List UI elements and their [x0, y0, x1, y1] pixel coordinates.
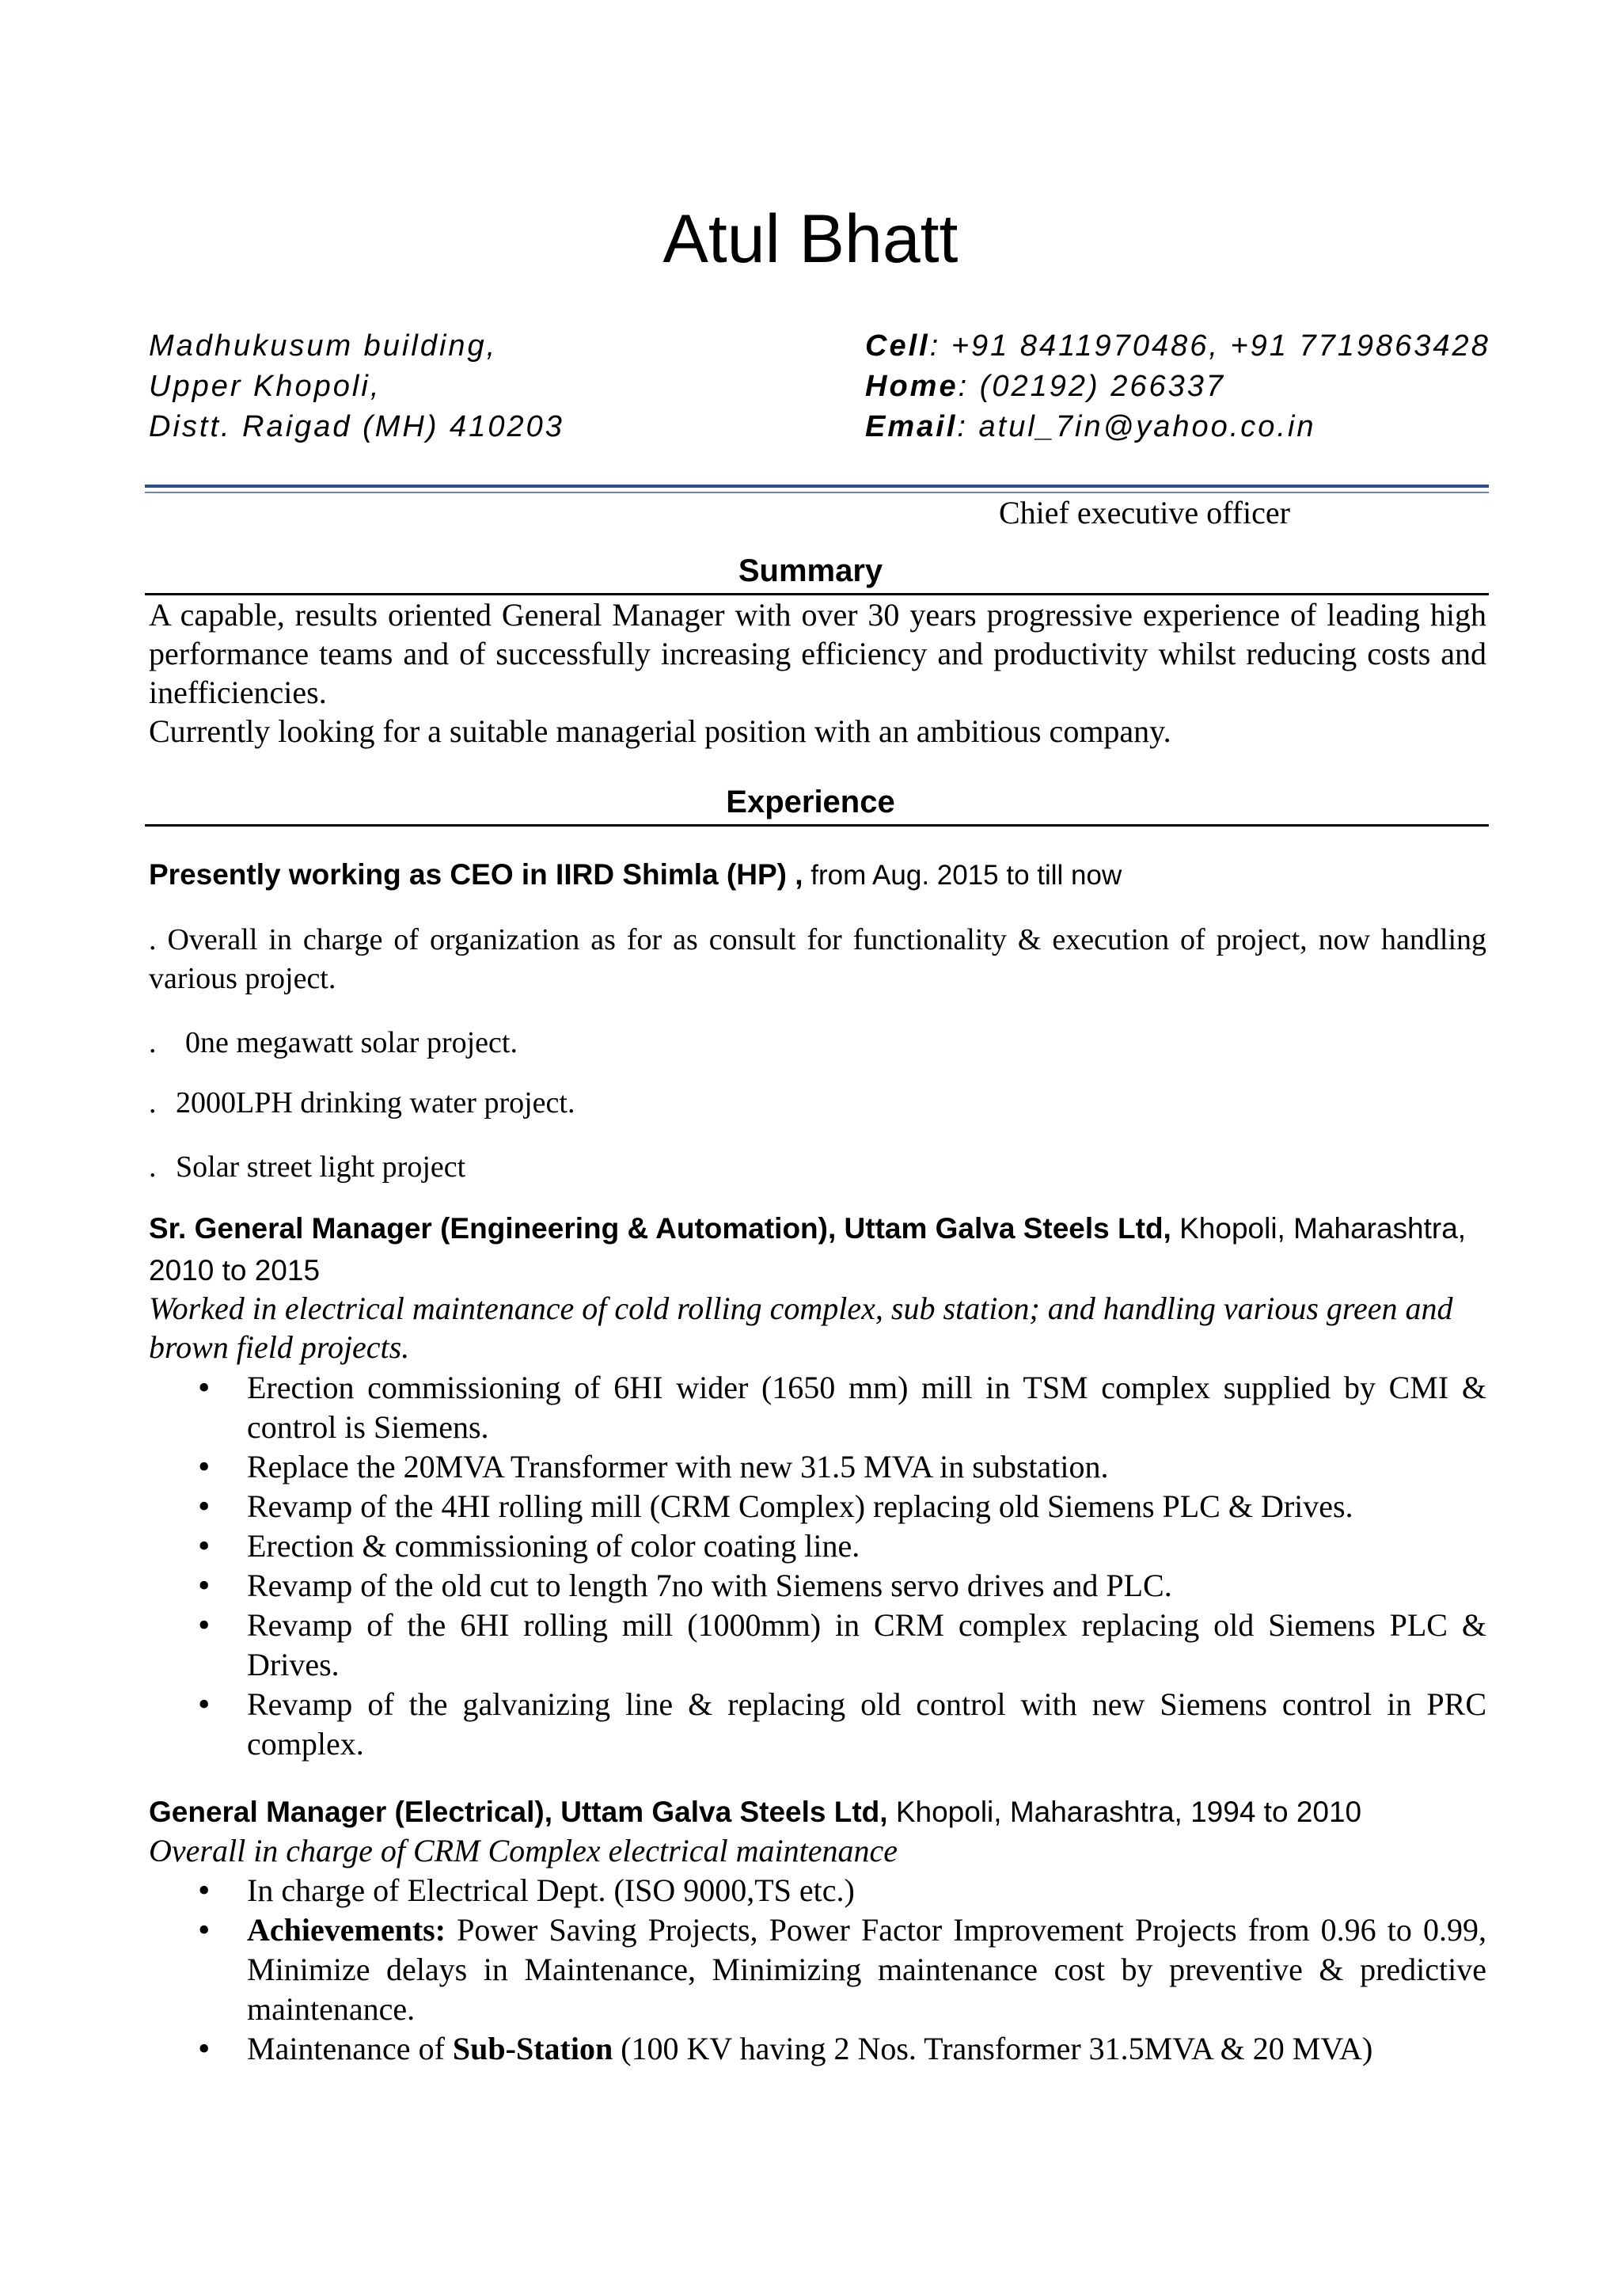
list-item: • Erection commissioning of 6HI wider (1650 mm) mill in TSM complex supplied by CMI & control is Siemens.	[149, 1368, 1486, 1447]
list-item: . 0ne megawatt solar project.	[149, 1026, 518, 1059]
job-description: . Overall in charge of organization as for as consult for functionality & execution of project, now handling various project.	[149, 923, 1486, 995]
list-item-text: (100 KV having 2 Nos. Transformer 31.5MVA & 20 MVA)	[613, 2031, 1373, 2066]
job-period: from Aug. 2015 to till now	[803, 860, 1122, 891]
contact-value: : +91 8411970486, +91 7719863428	[929, 329, 1490, 363]
summary-text: A capable, results oriented General Manager with over 30 years progressive experience of leading high performance teams and of successfully increasing efficiency and productivity whilst reducing costs and inefficiencies.	[149, 597, 1486, 710]
experience-title: Experience	[726, 785, 895, 819]
list-item: . 2000LPH drinking water project.	[149, 1086, 575, 1119]
experience-divider	[145, 824, 1489, 827]
list-item-text: Maintenance of	[247, 2031, 453, 2066]
job-description: Worked in electrical maintenance of cold rolling complex, sub station; and handling various green and brown field projects.	[149, 1291, 1453, 1365]
list-item: • Revamp of the 4HI rolling mill (CRM Complex) replacing old Siemens PLC & Drives.	[149, 1487, 1486, 1526]
job-heading-ceo	[149, 855, 1486, 895]
list-item: • Erection & commissioning of color coating line.	[149, 1526, 1486, 1566]
job-title: General Manager (Electrical), Uttam Galva Steels Ltd,	[149, 1796, 888, 1828]
job-bullets	[149, 1871, 1486, 2069]
summary-title: Summary	[738, 553, 883, 588]
contact-value: : atul_7in@yahoo.co.in	[957, 410, 1316, 443]
achievements-text: Power Saving Projects, Power Factor Improvement Projects from 0.96 to 0.99, Minimize delays in Maintenance, Minimizing maintenance cost by preventive & predictive maintenance.	[247, 1912, 1486, 2027]
list-item: • Replace the 20MVA Transformer with new 31.5 MVA in substation.	[149, 1447, 1486, 1487]
list-item	[149, 2029, 1486, 2069]
job-heading-gm-electrical	[149, 1792, 1486, 1832]
list-item-text: 0ne megawatt solar project.	[185, 1026, 518, 1059]
address-line: Madhukusum building,	[149, 329, 498, 363]
contact-block	[865, 326, 1490, 447]
job-title: Sr. General Manager (Engineering & Automation), Uttam Galva Steels Ltd,	[149, 1212, 1171, 1245]
job-bullets	[149, 1368, 1486, 1764]
contact-label: Home	[865, 370, 959, 403]
job-period: 2010 to 2015	[149, 1254, 321, 1287]
address-line: Upper Khopoli,	[149, 370, 382, 403]
contact-cell	[865, 326, 1490, 367]
list-item: • Revamp of the galvanizing line & replacing old control with new Siemens control in PRC complex.	[149, 1685, 1486, 1764]
contact-home	[865, 367, 1490, 407]
list-item-text: 2000LPH drinking water project.	[176, 1086, 575, 1119]
job-title: Presently working as CEO in IIRD Shimla (HP) ,	[149, 858, 803, 891]
list-item: • Revamp of the 6HI rolling mill (1000mm) in CRM complex replacing old Siemens PLC & Drives.	[149, 1606, 1486, 1685]
list-item	[149, 1910, 1486, 2029]
address-block	[149, 326, 564, 447]
achievements-label: Achievements:	[247, 1912, 446, 1948]
address-line: Distt. Raigad (MH) 410203	[149, 410, 564, 443]
list-item: • Revamp of the old cut to length 7no with Siemens servo drives and PLC.	[149, 1566, 1486, 1606]
candidate-name: Atul Bhatt	[662, 201, 959, 277]
job-description: Overall in charge of CRM Complex electrical maintenance	[149, 1833, 898, 1868]
contact-value: : (02192) 266337	[958, 370, 1226, 403]
contact-label: Email	[865, 410, 958, 443]
summary-text-2: Currently looking for a suitable managerial position with an ambitious company.	[149, 713, 1171, 749]
list-item: . Solar street light project	[149, 1150, 466, 1184]
job-location: Khopoli, Maharashtra,	[1171, 1212, 1467, 1245]
job-heading-sr-gm	[149, 1209, 1486, 1249]
list-item-text: Solar street light project	[176, 1150, 466, 1184]
list-item: • In charge of Electrical Dept. (ISO 9000,TS etc.)	[149, 1871, 1486, 1910]
contact-label: Cell	[865, 329, 930, 363]
current-role: Chief executive officer	[999, 495, 1290, 530]
job-location: Khopoli, Maharashtra, 1994 to 2010	[887, 1796, 1362, 1828]
list-item-bold: Sub-Station	[452, 2031, 613, 2066]
contact-email	[865, 407, 1490, 447]
